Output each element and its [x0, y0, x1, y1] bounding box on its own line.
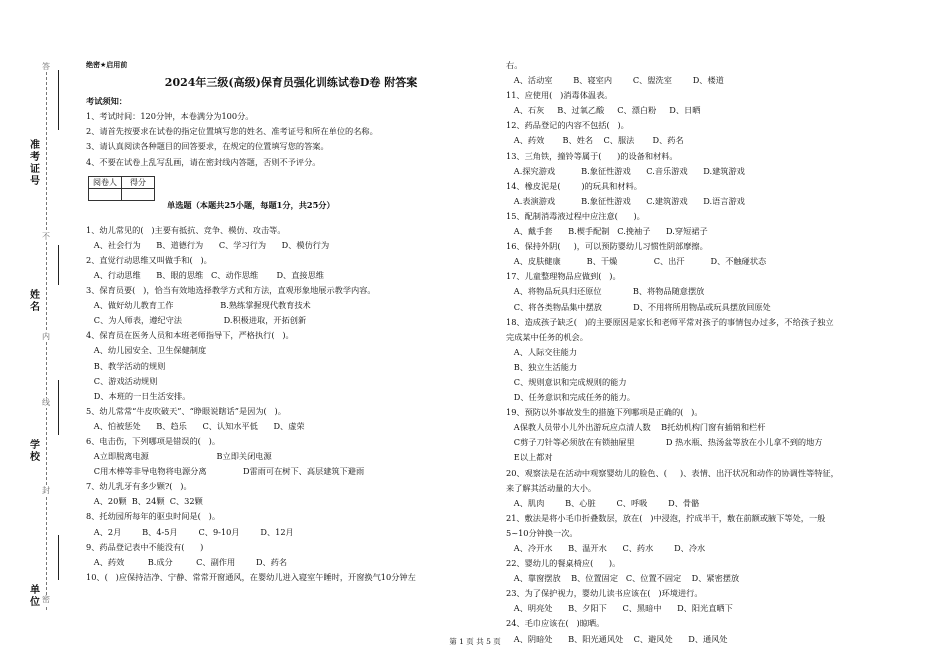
binding-margin [0, 0, 78, 671]
grader-cell[interactable] [89, 188, 122, 200]
question-line: 右。 [506, 60, 523, 70]
school-label: 学校 [30, 440, 40, 463]
section-title: 单选题（本题共25小题，每题1分，共25分） [167, 199, 335, 210]
question-line: A、阴暗处 B、阳光通风处 C、避风处 D、通风处 [506, 633, 728, 644]
question-line: A、行动思维 B、眼的思维 C、动作思维 D、直接思维 [86, 269, 324, 280]
left-questions [86, 223, 496, 585]
question-line: A、将物品玩具归还原位 B、将物品随意摆放 [506, 286, 705, 297]
question-line: A、2月 B、4-5月 C、9-10月 D、12月 [86, 526, 294, 537]
seal-char: 线 [42, 398, 50, 407]
question-line: 5、幼儿常常“牛皮吹破天”、“睁眼说瞎话”是因为( )。 [86, 405, 286, 416]
question-line: 12、药品登记的内容不包括( )。 [506, 120, 629, 131]
question-line: 19、预防以外事故发生的措施下列哪项是正确的( )。 [506, 407, 703, 418]
question-line: 8、托幼园所每年的驱虫时间是( )。 [86, 511, 221, 522]
question-line: A.表演游戏 B.象征性游戏 C.建筑游戏 D.语言游戏 [506, 195, 745, 206]
score-table-header: 阅卷人 [89, 176, 122, 188]
question-line: A、皮肤健康 B、干燥 C、出汗 D、不触碰状态 [506, 256, 767, 267]
name-field[interactable] [58, 245, 59, 285]
question-line: 1、幼儿常见的( )主要有抵抗、竞争、模仿、攻击等。 [86, 224, 286, 235]
question-line: 6、电击伤，下列哪项是错误的( )。 [86, 435, 221, 446]
exam-id-label: 准考证号 [30, 140, 40, 187]
score-cell[interactable] [122, 188, 155, 200]
right-questions [506, 58, 926, 647]
question-line: A、明亮处 B、夕阳下 C、黑暗中 D、阳光直晒下 [506, 603, 733, 614]
question-line: 22、婴幼儿的餐桌椅应( )。 [506, 558, 621, 569]
left-column [86, 58, 496, 585]
question-line: A.探究游戏 B.象征性游戏 C.音乐游戏 D.建筑游戏 [506, 165, 745, 176]
school-field[interactable] [58, 380, 59, 435]
score-table [88, 176, 155, 201]
question-line: 16、保持外阴( )，可以预防婴幼儿习惯性阴部摩擦。 [506, 241, 708, 252]
right-column [506, 58, 926, 647]
notice-item: 2、请首先按要求在试卷的指定位置填写您的姓名、准考证号和所在单位的名称。 [86, 126, 378, 137]
question-line: A、人际交往能力 [506, 346, 578, 357]
seal-char: 答 [42, 62, 50, 71]
question-line: A、石灰 B、过氧乙酸 C、漂白粉 D、日晒 [506, 105, 701, 116]
notice-item: 3、请认真阅读各种题目的回答要求，在规定的位置填写您的答案。 [86, 141, 329, 152]
question-line: A、社会行为 B、道德行为 C、学习行为 D、模仿行为 [86, 239, 330, 250]
question-line: A保教人员带小儿外出游玩应点清人数 B托幼机构门窗有插销和栏杆 [506, 422, 766, 433]
question-line: 3、保育员要( )，恰当有效地选择教学方式和方法，直观形象地展示教学内容。 [86, 285, 376, 296]
score-section [86, 176, 496, 210]
question-line: C、将各类物品集中摆放 D、不用将所用物品或玩具摆放回原处 [506, 301, 771, 312]
question-line: 18、造成孩子缺乏( )的主要原因是家长和老师平常对孩子的事情包办过多，不给孩子独立 [506, 316, 834, 327]
question-line: A、肌肉 B、心脏 C、呼吸 D、骨骼 [506, 497, 700, 508]
question-line: A立即脱离电源 B立即关闭电源 [86, 451, 272, 462]
question-line: A、药效 B、姓名 C、服法 D、药名 [506, 135, 684, 146]
seal-char: 密 [42, 595, 50, 604]
question-line: 15、配制消毒液过程中应注意( )。 [506, 210, 645, 221]
question-line: C、规则意识和完成规则的能力 [506, 376, 627, 387]
seal-char: 封 [42, 486, 50, 495]
question-line: B、教学活动的规则 [86, 360, 166, 371]
question-line: A、活动室 B、寝室内 C、盥洗室 D、楼道 [506, 75, 724, 86]
question-line: 21、敷法是将小毛巾折叠数层，放在( )中浸泡，拧成半干，敷在前额或腋下等处，一般 [506, 512, 826, 523]
question-line: B、独立生活能力 [506, 361, 578, 372]
question-line: 20、观察法是在活动中观察婴幼儿的脸色、( )、表情、出汗状况和动作的协调性等特征， [506, 467, 839, 478]
score-table-header: 得分 [122, 176, 155, 188]
seal-char: 不 [42, 232, 50, 241]
question-line: A、靠窗摆放 B、位置固定 C、位置不固定 D、紧密摆放 [506, 573, 740, 584]
question-line: 24、毛巾应该在( )晾晒。 [506, 618, 605, 629]
seal-char: 内 [42, 332, 50, 341]
question-line: 13、三角铁，撞铃等属于( )的设备和材料。 [506, 150, 678, 161]
question-line: 来了解其活动量的大小。 [506, 482, 597, 493]
question-line: 5~10分钟换一次。 [506, 527, 578, 538]
question-line: 23、为了保护视力，婴幼儿读书应该在( )环境进行。 [506, 588, 703, 599]
question-line: A、戴手套 B.楔手配制 C.挽袖子 D.穿短裙子 [506, 226, 708, 237]
unit-label: 单位 [30, 585, 40, 608]
unit-field[interactable] [58, 535, 59, 580]
question-line: A、药效 B.成分 C、副作用 D、药名 [86, 556, 288, 567]
question-line: D、任务意识和完成任务的能力。 [506, 392, 635, 403]
question-line: A、怕被惩处 B、趋乐 C、认知水平低 D、虚荣 [86, 420, 305, 431]
notice-heading: 考试须知： [86, 96, 127, 107]
question-line: C用木棒等非导电物将电源分离 D雷雨可在树下、高层建筑下避雨 [86, 466, 365, 477]
question-line: 14、橡皮泥是( )的玩具和材料。 [506, 180, 642, 191]
question-line: A、做好幼儿教育工作 B.熟练掌握现代教育技术 [86, 300, 311, 311]
question-line: 11、应使用( )消毒体温表。 [506, 90, 613, 101]
page-footer: 第 1 页 共 5 页 [449, 637, 501, 646]
question-line: C剪子刀针等必须放在有锁抽屉里 D 热水瓶、热汤盆等放在小儿拿不到的地方 [506, 437, 823, 448]
question-line: 7、幼儿乳牙有多少颗?( )。 [86, 481, 192, 492]
question-line: E以上都对 [506, 452, 553, 463]
page-title: 2024年三级(高级)保育员强化训练试卷D卷 附答案 [164, 76, 418, 90]
notice-item: 1、考试时间：120分钟，本卷满分为100分。 [86, 111, 254, 122]
name-label: 姓名 [30, 290, 40, 313]
question-line: C、游戏活动规则 [86, 375, 158, 386]
question-line: 完成某中任务的机会。 [506, 331, 588, 342]
question-line: 4、保育员在医务人员和本班老师指导下，严格执行( )。 [86, 330, 294, 341]
exam-id-field[interactable] [58, 70, 59, 130]
secret-mark: 绝密★启用前 [86, 61, 128, 69]
question-line: A、幼儿园安全、卫生保健制度 [86, 345, 207, 356]
question-line: 10、( )应保持洁净、宁静、常常开窗通风，在婴幼儿进入寝室午睡时，开窗换气10分钟左 [86, 571, 416, 582]
question-line: D、本班的一日生活安排。 [86, 390, 191, 401]
question-line: 17、儿童整理物品应做到( )。 [506, 271, 621, 282]
question-line: A、20颗 B、24颗 C、32颗 [86, 496, 203, 507]
question-line: C、为人师表，遵纪守法 D.积极进取，开拓创新 [86, 315, 307, 326]
question-line: 2、直觉行动思维又叫做手和( )。 [86, 254, 212, 265]
notice-item: 4、不要在试卷上乱写乱画，请在密封线内答题，否则不予评分。 [86, 156, 321, 167]
question-line: A、冷开水 B、温开水 C、药水 D、冷水 [506, 543, 706, 553]
question-line: 9、药品登记表中不能没有( ) [86, 541, 204, 552]
